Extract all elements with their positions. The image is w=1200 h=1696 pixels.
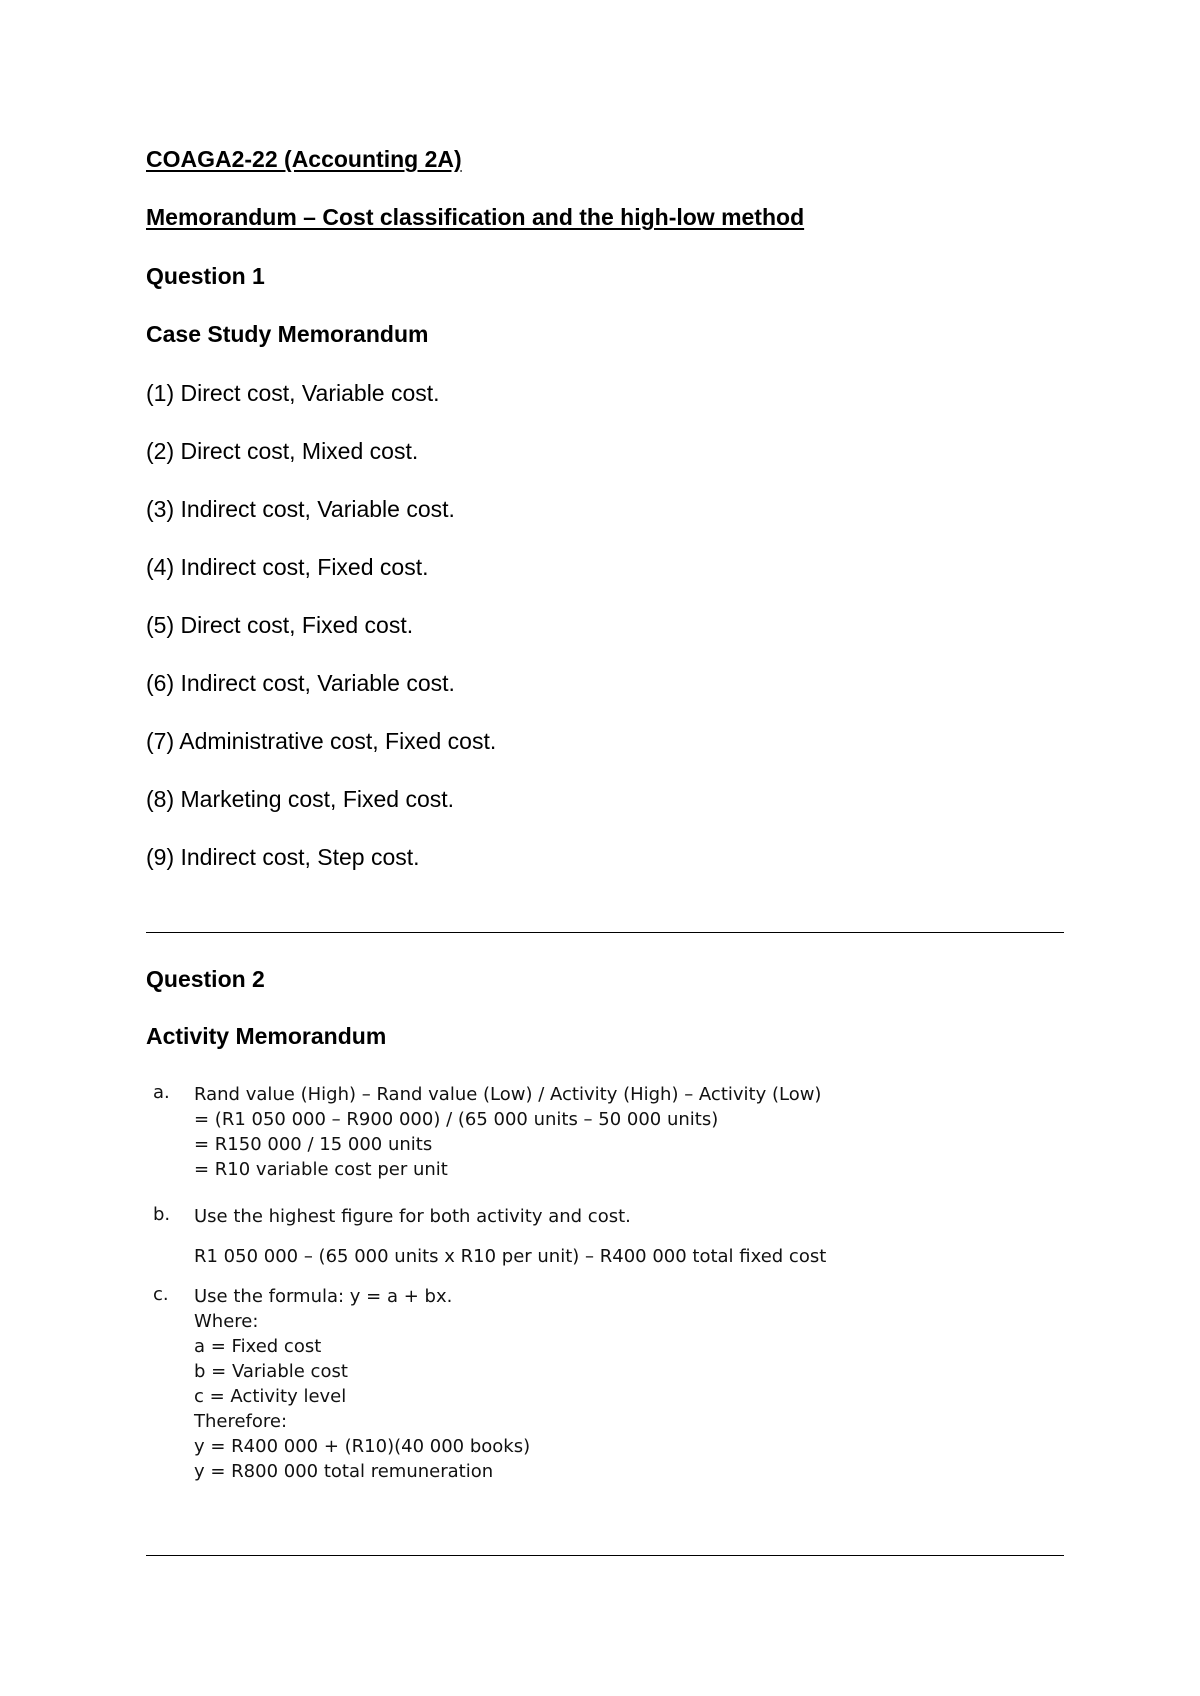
- part-a-line: = R150 000 / 15 000 units: [194, 1134, 433, 1155]
- answer-6: (6) Indirect cost, Variable cost.: [146, 670, 455, 696]
- part-a-line: Rand value (High) – Rand value (Low) / Activity (High) – Activity (Low): [194, 1084, 822, 1105]
- activity-memorandum-list: [150, 1082, 1050, 1484]
- part-b-line: R1 050 000 – (65 000 units x R10 per unit) – R400 000 total fixed cost: [194, 1246, 827, 1267]
- part-c: [150, 1284, 1050, 1484]
- part-c-marker: c.: [153, 1284, 169, 1305]
- part-b: [150, 1204, 1050, 1269]
- question-1-subheading: Case Study Memorandum: [146, 321, 429, 347]
- part-c-line: Use the formula: y = a + bx.: [194, 1286, 453, 1307]
- section-divider: [146, 932, 1064, 933]
- part-c-line: y = R800 000 total remuneration: [194, 1461, 494, 1482]
- question-2-heading: Question 2: [146, 966, 265, 992]
- part-a-line: = R10 variable cost per unit: [194, 1159, 448, 1180]
- part-a-line: = (R1 050 000 – R900 000) / (65 000 units – 50 000 units): [194, 1109, 719, 1130]
- answer-5: (5) Direct cost, Fixed cost.: [146, 612, 414, 638]
- part-c-line: c = Activity level: [194, 1386, 347, 1407]
- memo-title: Memorandum – Cost classification and the high-low method: [146, 204, 805, 230]
- part-c-line: Where:: [194, 1311, 259, 1332]
- part-c-line: b = Variable cost: [194, 1361, 348, 1382]
- answer-2: (2) Direct cost, Mixed cost.: [146, 438, 419, 464]
- answer-1: (1) Direct cost, Variable cost.: [146, 380, 440, 406]
- part-b-line: Use the highest figure for both activity and cost.: [194, 1206, 631, 1227]
- answer-8: (8) Marketing cost, Fixed cost.: [146, 786, 455, 812]
- part-b-marker: b.: [153, 1204, 171, 1225]
- part-a-marker: a.: [153, 1082, 170, 1103]
- part-a: [150, 1082, 1050, 1182]
- part-c-line: a = Fixed cost: [194, 1336, 322, 1357]
- question-2-subheading: Activity Memorandum: [146, 1023, 387, 1049]
- answer-3: (3) Indirect cost, Variable cost.: [146, 496, 455, 522]
- answer-9: (9) Indirect cost, Step cost.: [146, 844, 420, 870]
- answer-7: (7) Administrative cost, Fixed cost.: [146, 728, 497, 754]
- section-divider: [146, 1555, 1064, 1556]
- question-1-heading: Question 1: [146, 263, 265, 289]
- answer-4: (4) Indirect cost, Fixed cost.: [146, 554, 429, 580]
- part-c-line: y = R400 000 + (R10)(40 000 books): [194, 1436, 531, 1457]
- course-title: COAGA2-22 (Accounting 2A): [146, 146, 462, 172]
- part-c-line: Therefore:: [194, 1411, 288, 1432]
